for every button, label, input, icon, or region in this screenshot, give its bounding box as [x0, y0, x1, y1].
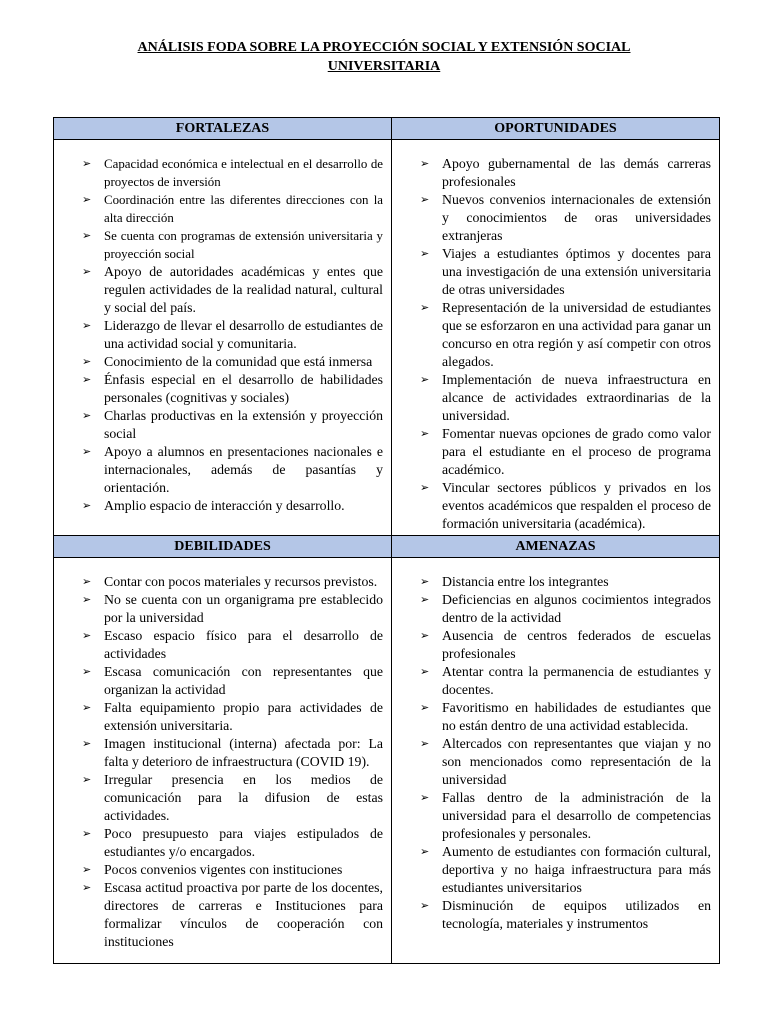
list-item — [412, 299, 711, 371]
list-item — [412, 591, 711, 627]
list-item-text: Fomentar nuevas opciones de grado como valor para el estudiante en el proceso de programa académico. — [442, 426, 711, 477]
list-item-text: Deficiencias en algunos cocimientos integrados dentro de la actividad — [442, 592, 711, 625]
list-item — [74, 771, 383, 825]
body-row-top — [54, 140, 720, 536]
list-item-text: Altercados con representantes que viajan y no son mencionados como representación de la universidad — [442, 736, 711, 787]
document-title — [0, 38, 768, 76]
list-item — [74, 317, 383, 353]
arrowhead-bullet-icon: ➢ — [82, 319, 92, 332]
list-item — [412, 789, 711, 843]
arrowhead-bullet-icon: ➢ — [420, 157, 430, 170]
arrowhead-bullet-icon: ➢ — [420, 701, 430, 714]
list-item-text: Poco presupuesto para viajes estipulados de estudiantes y/o encargados. — [104, 826, 383, 859]
arrowhead-bullet-icon: ➢ — [420, 665, 430, 678]
list-item — [74, 663, 383, 699]
list-item-text: Vincular sectores públicos y privados en los eventos académicos que respalden el proceso de formación universitaria (académica). — [442, 480, 711, 531]
body-row-bottom — [54, 558, 720, 964]
header-oportunidades: OPORTUNIDADES — [392, 118, 720, 140]
arrowhead-bullet-icon: ➢ — [82, 827, 92, 840]
list-oportunidades — [392, 155, 719, 533]
arrowhead-bullet-icon: ➢ — [420, 193, 430, 206]
arrowhead-bullet-icon: ➢ — [420, 247, 430, 260]
list-item — [74, 627, 383, 663]
list-item — [412, 735, 711, 789]
arrowhead-bullet-icon: ➢ — [420, 373, 430, 386]
cell-debilidades — [54, 558, 392, 964]
list-item — [74, 825, 383, 861]
arrowhead-bullet-icon: ➢ — [420, 427, 430, 440]
arrowhead-bullet-icon: ➢ — [420, 301, 430, 314]
list-item-text: Énfasis especial en el desarrollo de habilidades personales (cognitivas y sociales) — [104, 372, 383, 405]
list-item — [412, 699, 711, 735]
arrowhead-bullet-icon: ➢ — [82, 193, 92, 206]
list-item — [412, 425, 711, 479]
list-item-text: No se cuenta con un organigrama pre establecido por la universidad — [104, 592, 383, 625]
list-item-text: Disminución de equipos utilizados en tecnología, materiales y instrumentos — [442, 898, 711, 931]
list-item — [74, 735, 383, 771]
list-amenazas — [392, 573, 719, 933]
arrowhead-bullet-icon: ➢ — [420, 845, 430, 858]
cell-fortalezas — [54, 140, 392, 536]
list-item-text: Apoyo a alumnos en presentaciones nacionales e internacionales, además de pasantías y orientación. — [104, 444, 383, 495]
list-item — [412, 155, 711, 191]
list-item-text: Amplio espacio de interacción y desarrollo. — [104, 498, 345, 513]
list-item-text: Apoyo de autoridades académicas y entes que regulen actividades de la realidad natural, cultural y social del país. — [104, 264, 383, 315]
arrowhead-bullet-icon: ➢ — [82, 499, 92, 512]
list-item — [412, 191, 711, 245]
list-item-text: Nuevos convenios internacionales de extensión y conocimientos de oras universidades extranjeras — [442, 192, 711, 243]
header-amenazas: AMENAZAS — [392, 536, 720, 558]
list-item-text: Viajes a estudiantes óptimos y docentes para una investigación de una extensión universitaria de otras universidades — [442, 246, 711, 297]
arrowhead-bullet-icon: ➢ — [82, 863, 92, 876]
arrowhead-bullet-icon: ➢ — [82, 629, 92, 642]
list-item-text: Imagen institucional (interna) afectada por: La falta y deterioro de infraestructura (COVID 19). — [104, 736, 383, 769]
list-fortalezas — [54, 155, 391, 515]
arrowhead-bullet-icon: ➢ — [82, 157, 92, 170]
list-item-text: Ausencia de centros federados de escuelas profesionales — [442, 628, 711, 661]
arrowhead-bullet-icon: ➢ — [420, 593, 430, 606]
list-item-text: Favoritismo en habilidades de estudiantes que no están dentro de una actividad establecida. — [442, 700, 711, 733]
list-item-text: Liderazgo de llevar el desarrollo de estudiantes de una actividad social y comunitaria. — [104, 318, 383, 351]
list-item-text: Se cuenta con programas de extensión universitaria y proyección social — [104, 229, 383, 261]
list-item — [412, 479, 711, 533]
arrowhead-bullet-icon: ➢ — [82, 701, 92, 714]
list-item-text: Falta equipamiento propio para actividades de extensión universitaria. — [104, 700, 383, 733]
list-item — [74, 371, 383, 407]
arrowhead-bullet-icon: ➢ — [82, 665, 92, 678]
list-item — [412, 573, 711, 591]
list-item-text: Apoyo gubernamental de las demás carreras profesionales — [442, 156, 711, 189]
list-item — [74, 879, 383, 951]
list-item — [412, 245, 711, 299]
list-item — [74, 443, 383, 497]
list-item — [74, 407, 383, 443]
swot-table — [53, 117, 720, 964]
arrowhead-bullet-icon: ➢ — [420, 899, 430, 912]
header-row-bottom — [54, 536, 720, 558]
list-item-text: Conocimiento de la comunidad que está inmersa — [104, 354, 373, 369]
cell-amenazas — [392, 558, 720, 964]
list-item — [412, 897, 711, 933]
list-item — [74, 497, 383, 515]
cell-oportunidades — [392, 140, 720, 536]
list-item-text: Atentar contra la permanencia de estudiantes y docentes. — [442, 664, 711, 697]
list-item — [74, 191, 383, 227]
list-item — [74, 573, 383, 591]
list-item — [74, 861, 383, 879]
arrowhead-bullet-icon: ➢ — [82, 593, 92, 606]
list-item-text: Distancia entre los integrantes — [442, 574, 609, 589]
list-item-text: Representación de la universidad de estudiantes que se esforzaron en una actividad para ganar un concurso en otra región y así competir con otros alegados. — [442, 300, 711, 369]
arrowhead-bullet-icon: ➢ — [82, 773, 92, 786]
list-item — [74, 353, 383, 371]
list-item-text: Contar con pocos materiales y recursos previstos. — [104, 574, 378, 589]
list-item — [74, 591, 383, 627]
arrowhead-bullet-icon: ➢ — [420, 791, 430, 804]
list-item-text: Implementación de nueva infraestructura en alcance de actividades extraordinarias de la universidad. — [442, 372, 711, 423]
list-item — [74, 155, 383, 191]
arrowhead-bullet-icon: ➢ — [420, 575, 430, 588]
list-item-text: Escasa actitud proactiva por parte de los docentes, directores de carreras e Instituciones para formalizar vínculos de cooperación con instituciones — [104, 880, 383, 949]
list-item — [412, 371, 711, 425]
arrowhead-bullet-icon: ➢ — [82, 445, 92, 458]
arrowhead-bullet-icon: ➢ — [82, 229, 92, 242]
list-item-text: Irregular presencia en los medios de comunicación para la difusion de estas actividades. — [104, 772, 383, 823]
arrowhead-bullet-icon: ➢ — [420, 481, 430, 494]
header-row-top — [54, 118, 720, 140]
list-item-text: Fallas dentro de la administración de la universidad para el desarrollo de competencias profesionales y personales. — [442, 790, 711, 841]
arrowhead-bullet-icon: ➢ — [420, 629, 430, 642]
list-item-text: Escaso espacio físico para el desarrollo de actividades — [104, 628, 383, 661]
header-fortalezas: FORTALEZAS — [54, 118, 392, 140]
list-debilidades — [54, 573, 391, 951]
list-item-text: Capacidad económica e intelectual en el desarrollo de proyectos de inversión — [104, 157, 383, 189]
arrowhead-bullet-icon: ➢ — [82, 575, 92, 588]
arrowhead-bullet-icon: ➢ — [82, 373, 92, 386]
list-item — [412, 663, 711, 699]
arrowhead-bullet-icon: ➢ — [82, 409, 92, 422]
document-title-line-1: ANÁLISIS FODA SOBRE LA PROYECCIÓN SOCIAL Y EXTENSIÓN SOCIAL — [137, 40, 631, 55]
list-item-text: Pocos convenios vigentes con instituciones — [104, 862, 343, 877]
list-item-text: Escasa comunicación con representantes que organizan la actividad — [104, 664, 383, 697]
arrowhead-bullet-icon: ➢ — [82, 355, 92, 368]
list-item — [74, 227, 383, 263]
arrowhead-bullet-icon: ➢ — [82, 881, 92, 894]
list-item — [74, 699, 383, 735]
list-item-text: Charlas productivas en la extensión y proyección social — [104, 408, 383, 441]
list-item — [74, 263, 383, 317]
list-item — [412, 627, 711, 663]
arrowhead-bullet-icon: ➢ — [420, 737, 430, 750]
arrowhead-bullet-icon: ➢ — [82, 737, 92, 750]
list-item — [412, 843, 711, 897]
document-title-line-2: UNIVERSITARIA — [327, 59, 441, 74]
list-item-text: Aumento de estudiantes con formación cultural, deportiva y no haiga infraestructura para más estudiantes universitarios — [442, 844, 711, 895]
list-item-text: Coordinación entre las diferentes direcciones con la alta dirección — [104, 193, 383, 225]
header-debilidades: DEBILIDADES — [54, 536, 392, 558]
arrowhead-bullet-icon: ➢ — [82, 265, 92, 278]
